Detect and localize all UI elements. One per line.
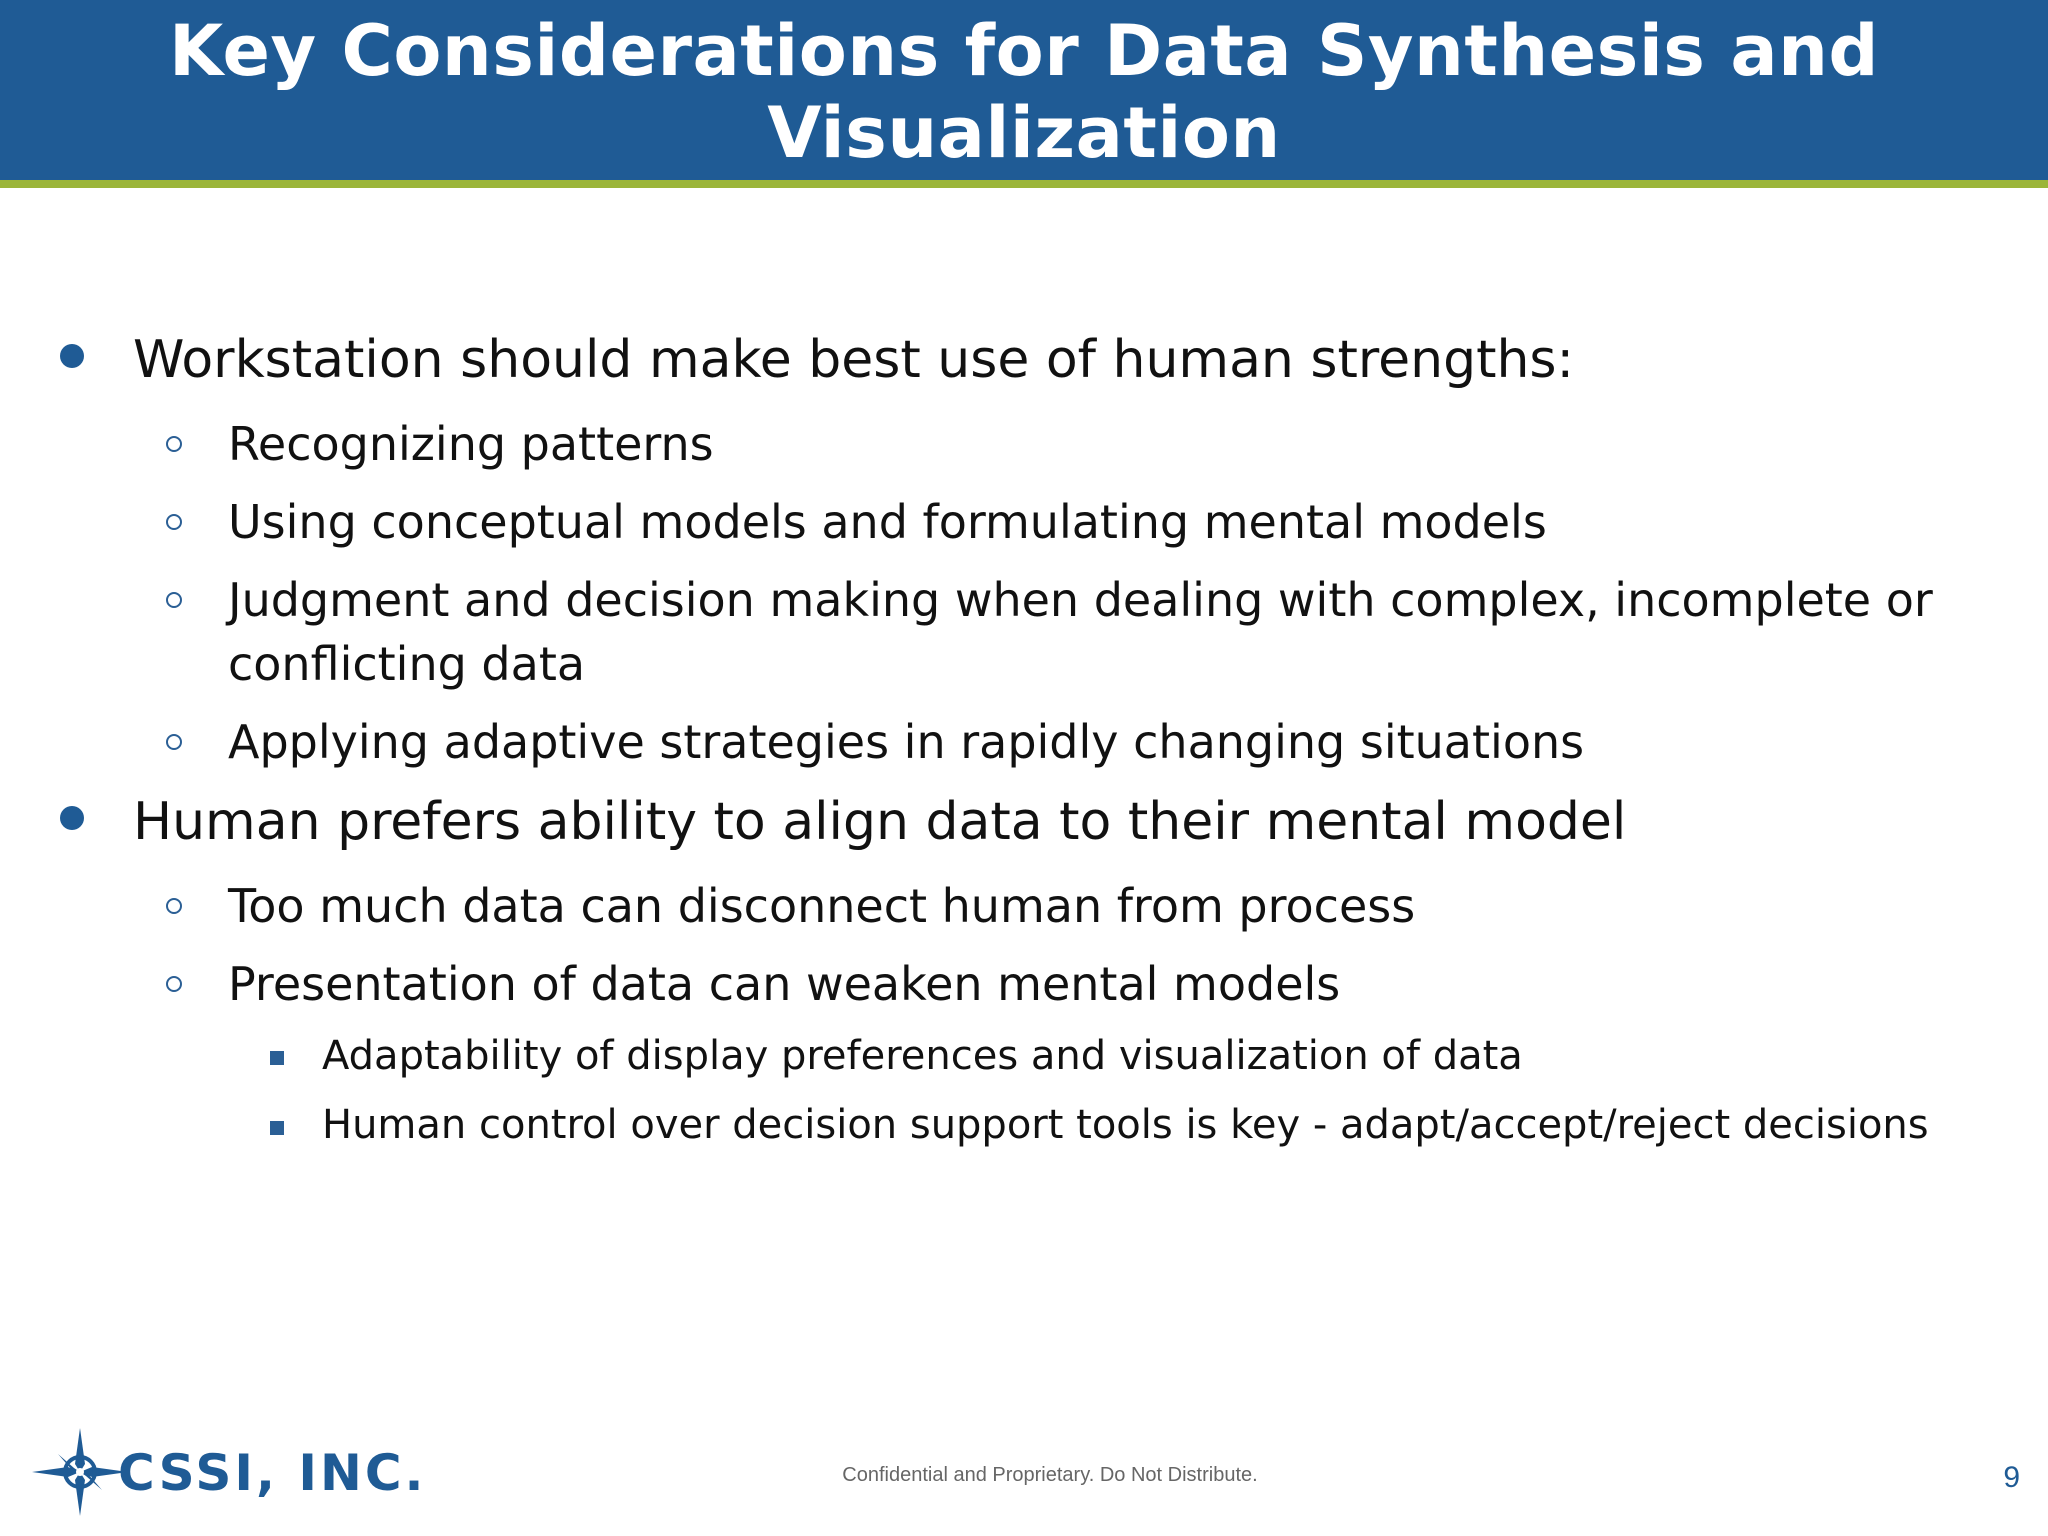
bullet-circle-icon (166, 514, 182, 530)
bullet-circle-icon (166, 898, 182, 914)
bullet-text: Using conceptual models and formulating mental models (228, 495, 1547, 549)
bullet-square-icon (270, 1121, 284, 1135)
bullet-text: Human prefers ability to align data to their mental model (133, 792, 1627, 852)
slide-title-line-1: Key Considerations for Data Synthesis and (168, 10, 1880, 92)
page-number: 9 (2003, 1461, 2020, 1494)
bullet-dot-icon (60, 806, 84, 830)
bullet-text: Judgment and decision making when dealing with complex, incomplete or (228, 573, 1933, 627)
bullet-circle-icon (166, 976, 182, 992)
bullet-circle-icon (166, 734, 182, 750)
bullet-text: Workstation should make best use of human strengths: (133, 330, 1575, 390)
bullet-circle-icon (166, 436, 182, 452)
bullet-text: conflicting data (228, 637, 586, 691)
bullet-text: Human control over decision support tools is key - adapt/accept/reject decisions (322, 1102, 1929, 1148)
bullet-text: Applying adaptive strategies in rapidly changing situations (228, 715, 1585, 769)
bullet-text: Adaptability of display preferences and visualization of data (322, 1033, 1523, 1079)
bullet-text: Recognizing patterns (228, 417, 714, 471)
confidential-notice: Confidential and Proprietary. Do Not Distribute. (842, 1464, 1258, 1486)
bullet-circle-icon (166, 592, 182, 608)
logo-wordmark: CSSI, INC. (118, 1444, 427, 1502)
bullet-text: Too much data can disconnect human from process (228, 879, 1416, 933)
bullet-dot-icon (60, 344, 84, 368)
slide-title-line-2: Visualization (767, 92, 1281, 174)
compass-logo-icon (28, 1424, 428, 1520)
bullet-square-icon (270, 1051, 284, 1065)
company-logo (28, 1424, 428, 1520)
bullet-text: Presentation of data can weaken mental models (228, 957, 1341, 1011)
